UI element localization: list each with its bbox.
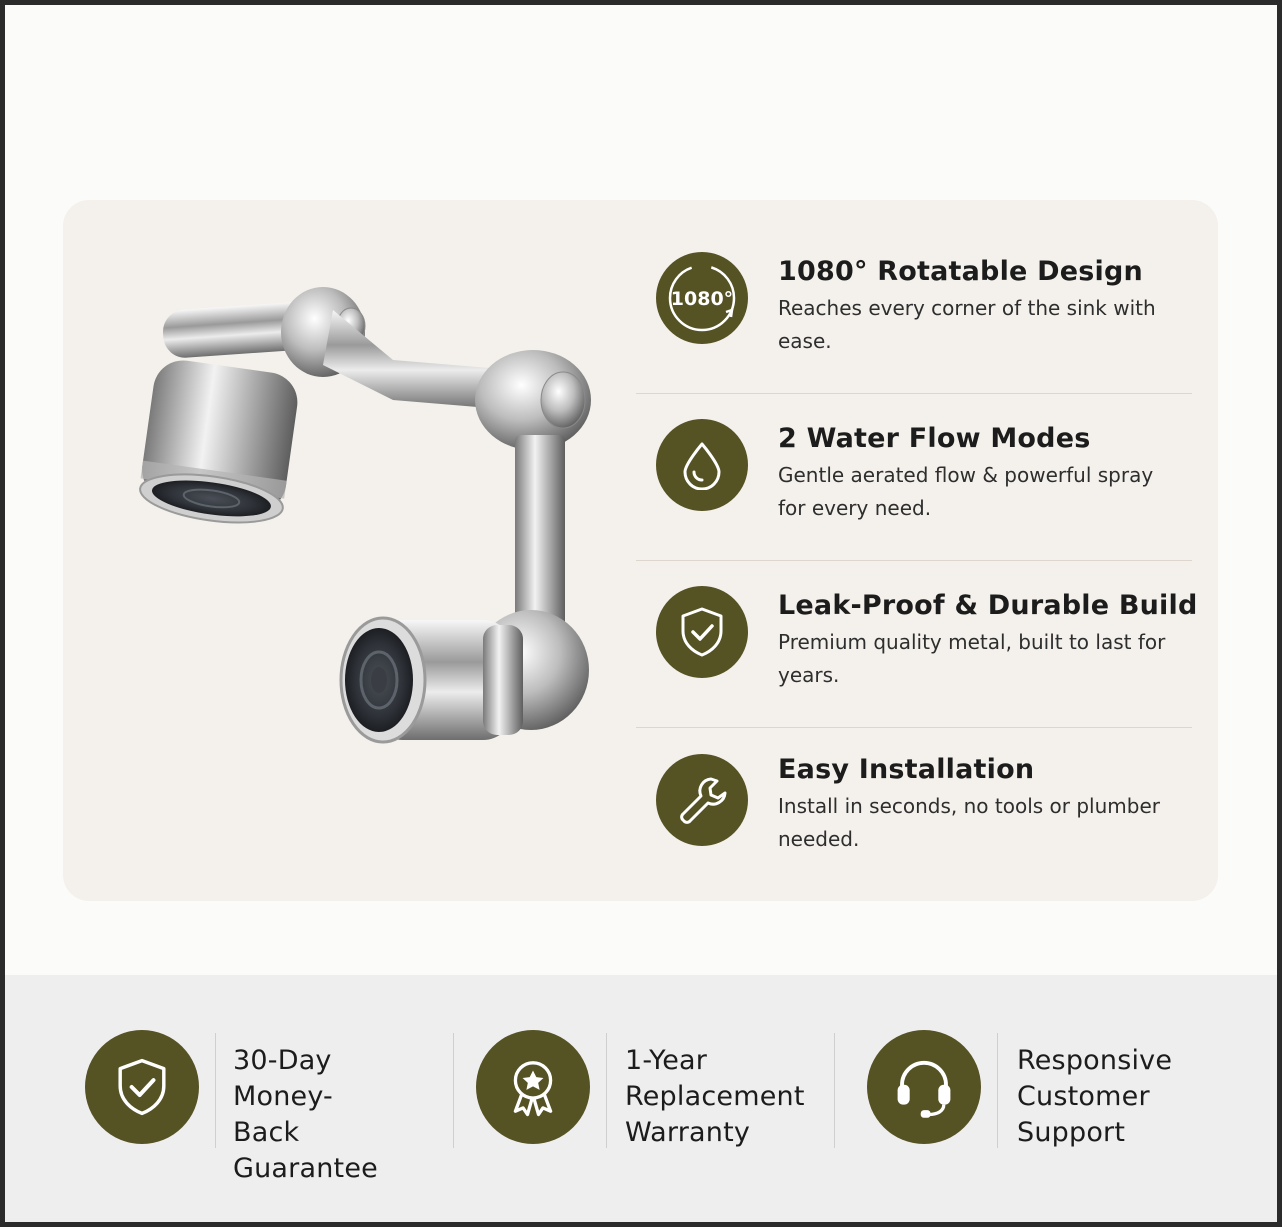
feature-list	[636, 200, 1198, 901]
feature-description: Install in seconds, no tools or plumber needed.	[778, 794, 1160, 851]
divider	[215, 1033, 216, 1148]
feature-card	[63, 200, 1218, 901]
water-drop-icon	[656, 419, 748, 511]
guarantee-text: 30-Day Money-Back Guarantee	[233, 1045, 378, 1184]
shield-check-icon	[85, 1030, 199, 1144]
divider	[453, 1033, 454, 1148]
divider	[606, 1033, 607, 1148]
feature-description: Premium quality metal, built to last for years.	[778, 630, 1166, 687]
feature-title: 1080° Rotatable Design	[778, 256, 1143, 287]
wrench-icon	[656, 754, 748, 846]
guarantee-text: Responsive Customer Support	[1017, 1045, 1173, 1148]
rotate-badge-text: 1080°	[670, 288, 734, 310]
award-ribbon-icon	[476, 1030, 590, 1144]
feature-title: Leak-Proof & Durable Build	[778, 590, 1198, 621]
shield-check-icon	[656, 586, 748, 678]
guarantee-text: 1-Year Replacement Warranty	[625, 1045, 805, 1148]
headset-icon	[867, 1030, 981, 1144]
guarantee-strip	[5, 975, 1277, 1222]
feature-item	[636, 754, 1192, 921]
rotate-1080-icon	[656, 252, 748, 344]
feature-title: 2 Water Flow Modes	[778, 423, 1091, 454]
feature-title: Easy Installation	[778, 754, 1035, 785]
divider	[636, 560, 1192, 561]
feature-description: Gentle aerated flow & powerful spray for every need.	[778, 463, 1154, 520]
faucet-extender-image	[93, 270, 593, 770]
page-frame	[5, 5, 1277, 1222]
divider	[834, 1033, 835, 1148]
divider	[997, 1033, 998, 1148]
divider	[636, 727, 1192, 728]
divider	[636, 393, 1192, 394]
feature-description: Reaches every corner of the sink with ease.	[778, 296, 1156, 353]
